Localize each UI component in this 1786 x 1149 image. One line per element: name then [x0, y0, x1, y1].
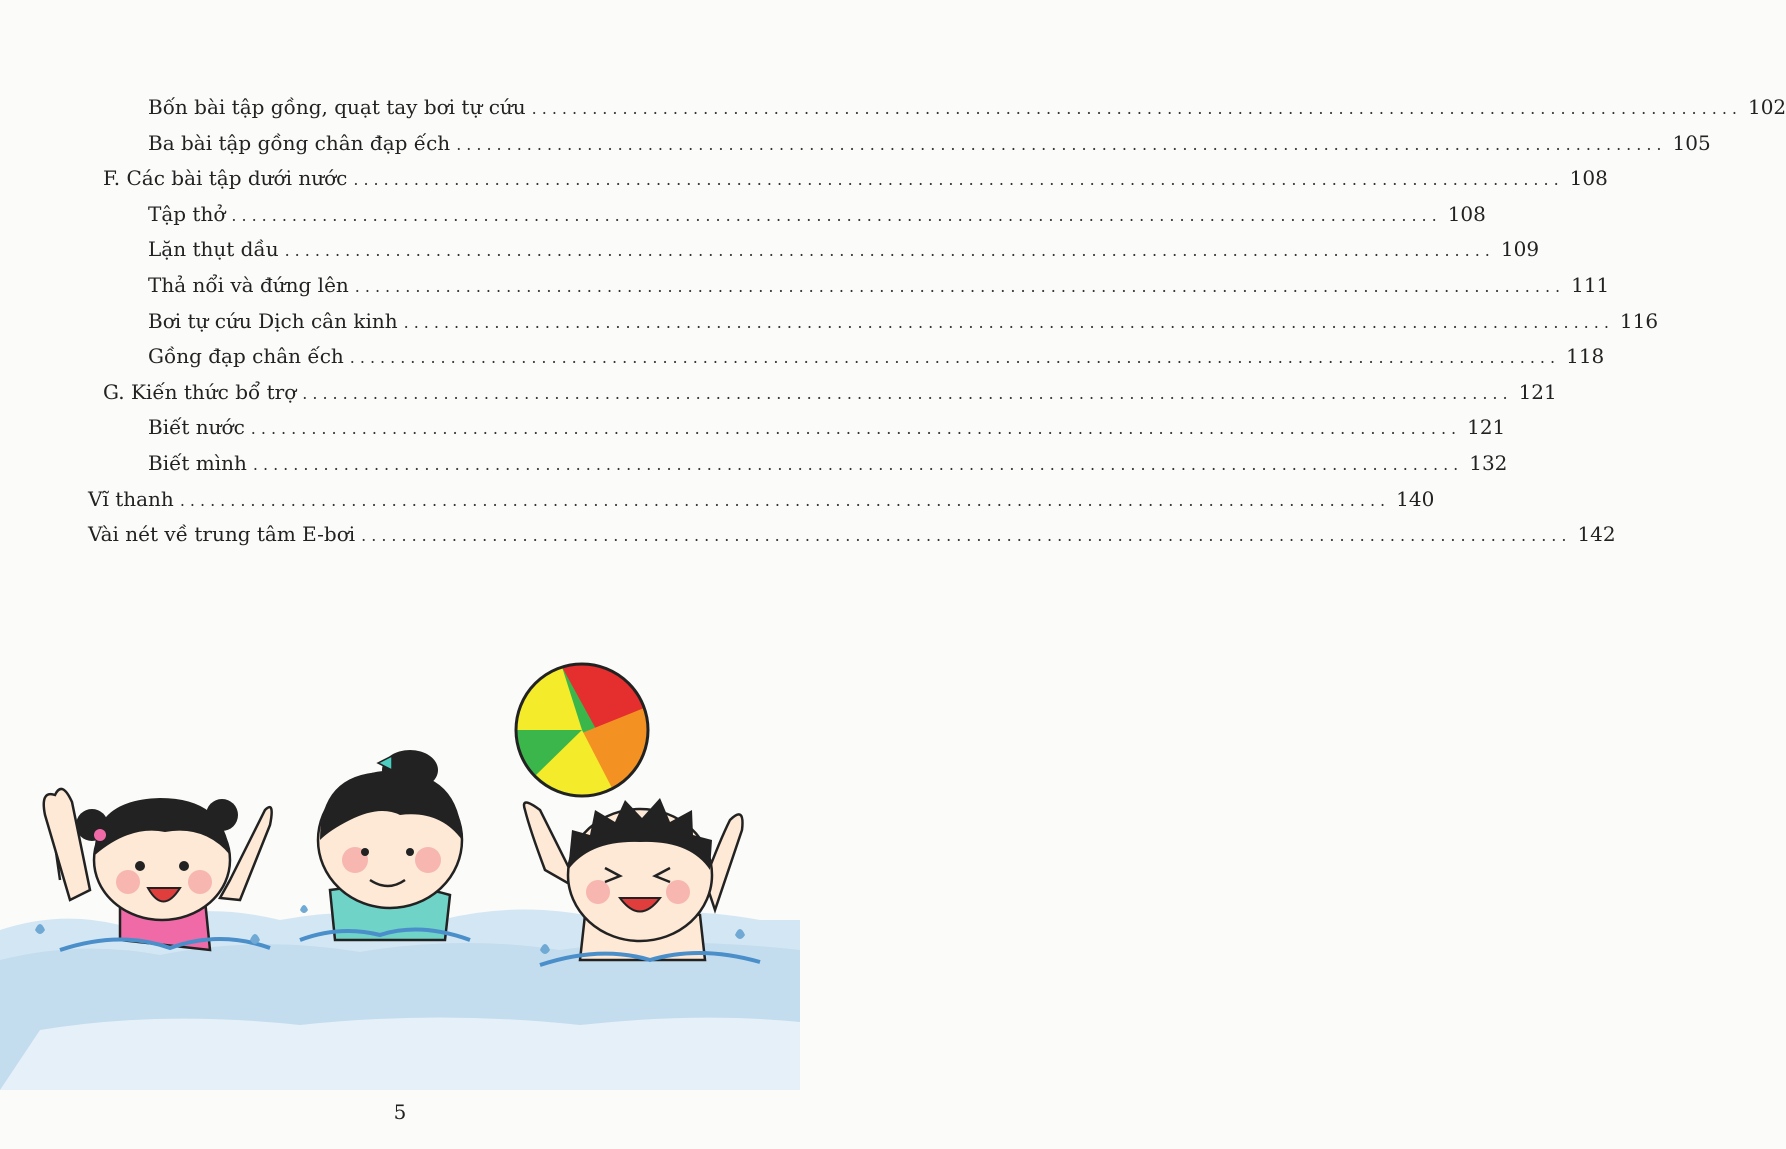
toc-leader-dots: ........................................................................................................................: [179, 490, 1391, 510]
toc-entry-title: Bơi tự cứu Dịch cân kinh: [148, 308, 398, 333]
toc-entry-page: 121: [1518, 379, 1557, 404]
toc-entry: [88, 517, 1616, 551]
toc-entry-page: 132: [1469, 451, 1508, 475]
toc-leader-dots: ........................................................................................................................: [531, 99, 1742, 118]
toc-entry-title: Biết nước: [148, 415, 245, 440]
children-swimming-illustration: [0, 630, 800, 1090]
toc-entry: [103, 375, 1557, 409]
toc-entry-title: Vài nét về trung tâm E-bơi: [88, 522, 356, 547]
toc-entry: [148, 339, 1605, 373]
toc-leader-dots: ........................................................................................................................: [353, 170, 1564, 190]
toc-leader-dots: ........................................................................................................................: [349, 348, 1561, 368]
table-of-contents: [0, 0, 1786, 560]
toc-entry-page: 105: [1672, 130, 1711, 155]
toc-leader-dots: ........................................................................................................................: [284, 241, 1495, 261]
toc-entry-title: Bốn bài tập gồng, quạt tay bơi tự cứu: [148, 95, 526, 119]
toc-leader-dots: ........................................................................................................................: [361, 526, 1572, 546]
girl-middle: [300, 750, 470, 940]
toc-entry: [148, 304, 1659, 338]
toc-entry: [148, 232, 1540, 266]
toc-leader-dots: ........................................................................................................................: [302, 383, 1513, 403]
toc-entry-page: 142: [1577, 522, 1616, 547]
toc-entry: [103, 161, 1608, 195]
toc-entry-page: 108: [1569, 166, 1608, 191]
toc-entry-title: Thả nổi và đứng lên: [148, 273, 349, 297]
toc-entry-title: Tập thở: [148, 201, 226, 226]
beach-ball: [516, 664, 648, 796]
toc-entry-title: F. Các bài tập dưới nước: [103, 166, 348, 191]
toc-leader-dots: ........................................................................................................................: [250, 419, 1462, 439]
toc-leader-dots: ........................................................................................................................: [252, 455, 1464, 474]
toc-entry: [88, 482, 1435, 516]
toc-leader-dots: ........................................................................................................................: [456, 134, 1667, 154]
toc-entry-page: 116: [1619, 308, 1659, 333]
toc-entry-title: Gồng đạp chân ếch: [148, 344, 344, 369]
toc-entry: [148, 90, 1786, 124]
toc-entry-title: Biết mình: [148, 451, 247, 475]
toc-entry-page: 118: [1566, 344, 1605, 369]
toc-entry: [148, 126, 1711, 160]
toc-entry-page: 121: [1467, 415, 1506, 440]
page-number: 5: [393, 1100, 407, 1124]
toc-entry-page: 102: [1747, 95, 1786, 119]
toc-entry: [148, 410, 1506, 444]
toc-leader-dots: ........................................................................................................................: [403, 312, 1614, 332]
toc-entry-title: Ba bài tập gồng chân đạp ếch: [148, 130, 451, 155]
toc-entry: [148, 197, 1486, 231]
toc-leader-dots: ........................................................................................................................: [231, 205, 1442, 225]
toc-entry-title: Vĩ thanh: [88, 486, 174, 511]
toc-leader-dots: ........................................................................................................................: [354, 277, 1566, 296]
toc-entry-title: G. Kiến thức bổ trợ: [103, 379, 297, 404]
toc-entry-title: Lặn thụt dầu: [148, 237, 279, 262]
toc-entry: [148, 268, 1610, 302]
toc-entry-page: 111: [1571, 273, 1610, 297]
toc-entry-page: 108: [1447, 201, 1486, 226]
toc-entry-page: 109: [1500, 237, 1540, 262]
toc-entry-page: 140: [1396, 486, 1435, 511]
toc-entry: [148, 446, 1508, 480]
